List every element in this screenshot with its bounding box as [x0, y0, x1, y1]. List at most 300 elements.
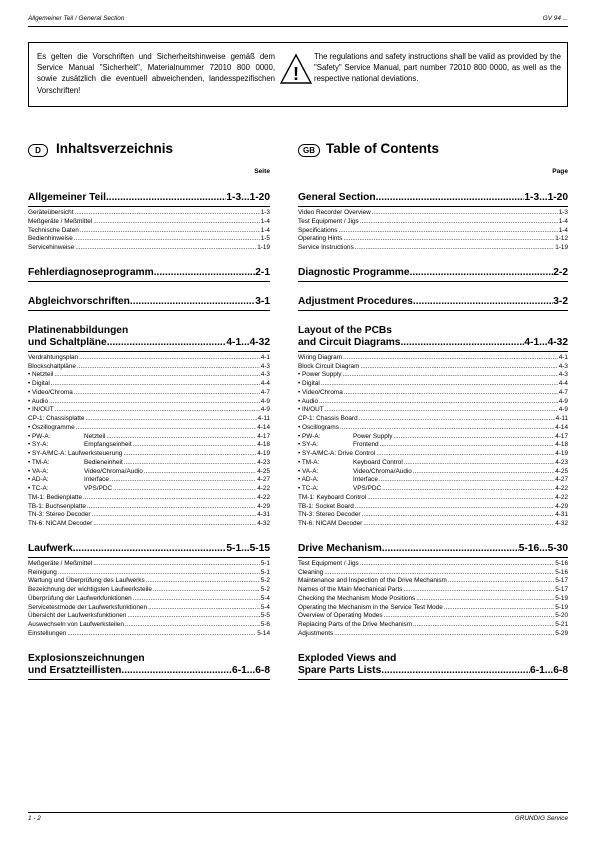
toc-section: [298, 325, 568, 529]
section-underline: [298, 351, 568, 352]
section-page: 5-16...5-30: [518, 542, 568, 554]
entry-page: 5-19: [555, 594, 568, 602]
entry-label: TB-1: Socket Board: [298, 502, 354, 510]
entry-page: 1-4: [558, 226, 568, 234]
dot-leader: [93, 218, 259, 227]
entry-label: TN-6: NICAM Decoder: [298, 520, 363, 527]
toc-entry: [298, 476, 568, 485]
toc-entry: [298, 389, 568, 398]
dot-leader: [121, 665, 232, 677]
toc-entry: [28, 494, 270, 503]
toc-entry: [298, 511, 568, 520]
dot-leader: [77, 363, 260, 372]
header-rule: [28, 26, 568, 27]
page-column-heading: Page: [552, 168, 568, 175]
toc-entry: [298, 604, 568, 613]
page-number: 1 - 2: [28, 815, 41, 822]
toc-sections: [298, 192, 568, 680]
dot-leader: [74, 209, 259, 218]
toc-section: [28, 192, 270, 253]
section-underline: [28, 557, 270, 558]
entry-label: Geräteübersicht: [28, 209, 74, 216]
dot-leader: [413, 296, 553, 308]
entry-page: 4-9: [260, 406, 270, 414]
entry-board-name: Video/Chroma/Audio: [84, 467, 143, 475]
dot-leader: [92, 511, 257, 520]
toc-entry: [298, 503, 568, 512]
toc-entry: [28, 630, 270, 639]
entry-label: • Oscillograms: [298, 423, 339, 431]
toc-entry: [28, 476, 270, 485]
section-underline: [298, 206, 568, 207]
section-page: 3-2: [553, 295, 568, 307]
toc-entry: [298, 209, 568, 218]
entry-page: 4-3: [260, 362, 270, 370]
entry-label: Operating the Mechanism in the Service Test Mode: [298, 603, 443, 611]
entry-label: • Digital: [298, 380, 320, 387]
entry-label: Einstellungen: [28, 629, 67, 637]
toc-entry: [298, 630, 568, 639]
section-page: 2-2: [553, 266, 568, 278]
section-heading: [298, 192, 568, 204]
entry-label: • SY-A/MC-A: Laufwerksteuerung: [28, 450, 123, 457]
section-page: 1-3...1-20: [226, 192, 270, 203]
dot-leader: [49, 398, 260, 407]
section-page: 5-1...5-15: [226, 542, 270, 554]
entry-label: Servicetestmode der Laufwerksfunktionen: [28, 603, 148, 611]
entry-board-name: VPS/PDC: [353, 485, 382, 492]
dot-leader: [125, 621, 260, 630]
toc-entry: [28, 424, 270, 433]
dot-leader: [58, 569, 260, 578]
entry-page: 4-25: [257, 467, 270, 475]
section-heading: [28, 337, 270, 349]
section-underline: [28, 206, 270, 207]
entry-label: [298, 441, 379, 450]
entry-page: 4-7: [558, 388, 568, 396]
safety-notice-german: Es gelten die Vorschriften und Sicherheitshinweise gemäß dem Service Manual "Sicherheit", Materialnummer 72010 800 0000, sowie zusätzlich die eventuell abweichenden, landesspezifischen Vorschriften!: [37, 52, 275, 95]
dot-leader: [55, 406, 260, 415]
entry-label: Service Instructions: [298, 244, 354, 251]
dot-leader: [127, 612, 259, 621]
toc-entry: [298, 560, 568, 569]
entry-page: 1-4: [558, 217, 568, 225]
safety-notice-english: The regulations and safety instructions shall be valid as provided by the "Safety" Service Manual, part number 72010 800 0000, as well as the respective national deviations.: [314, 52, 561, 84]
entry-page: 1-3: [260, 209, 270, 216]
toc-title: Inhaltsverzeichnis: [56, 141, 174, 156]
entry-page: 4-27: [257, 476, 270, 484]
entry-label: • IN/OUT: [298, 406, 324, 414]
section-heading: [298, 267, 568, 279]
section-page: 3-1: [255, 295, 270, 307]
toc-entry: [28, 363, 270, 372]
entry-page: 4-25: [555, 467, 568, 475]
entry-board-code: • PW-A:: [298, 432, 321, 440]
entry-board-code: • SY-A:: [28, 441, 49, 449]
entry-page: 4-18: [555, 441, 568, 449]
dot-leader: [133, 441, 257, 450]
toc-column-german: [28, 141, 270, 682]
dot-leader: [106, 192, 226, 204]
section-underline: [298, 310, 568, 311]
safety-notice-box: [28, 42, 568, 107]
entry-label: TB-1: Buchsenplatte: [28, 502, 86, 510]
entry-page: 5-5: [260, 612, 270, 620]
entry-board-name: Power Supply: [353, 432, 393, 440]
toc-entry: [28, 520, 270, 529]
entry-label: • IN/OUT: [28, 406, 54, 414]
dot-leader: [338, 227, 557, 236]
toc-entry: [298, 569, 568, 578]
dot-leader: [83, 494, 256, 503]
toc-entry: [28, 235, 270, 244]
toc-entry: [298, 595, 568, 604]
toc-entry: [28, 569, 270, 578]
dot-leader: [106, 433, 256, 442]
toc-section: [28, 325, 270, 529]
section-underline: [298, 679, 568, 680]
entry-label: Adjustments: [298, 629, 334, 637]
entry-board-code: • AD-A:: [28, 476, 49, 484]
dot-leader: [363, 520, 554, 529]
toc-entry: [28, 244, 270, 253]
toc-entry: [28, 511, 270, 520]
section-page: 6-1...6-8: [232, 664, 270, 676]
dot-leader: [133, 595, 260, 604]
entry-label: [298, 485, 381, 494]
section-title: and Circuit Diagrams: [298, 336, 401, 348]
toc-title-row: [28, 141, 270, 163]
entry-page: 4-11: [257, 415, 270, 422]
entry-label: Cleaning: [298, 568, 324, 576]
dot-leader: [73, 543, 227, 555]
toc-section: [28, 267, 270, 282]
entry-board-name: Interface: [84, 476, 109, 484]
section-heading: [298, 543, 568, 555]
dot-leader: [144, 468, 256, 477]
section-underline: [28, 281, 270, 282]
entry-board-code: • TC-A:: [298, 485, 319, 492]
entry-page: 5-4: [260, 594, 270, 602]
toc-title: Table of Contents: [326, 141, 439, 156]
entry-label: Servicehinweise: [28, 244, 75, 251]
section-heading: [28, 665, 270, 677]
section-page: 6-1...6-8: [530, 664, 568, 676]
toc-entry: [28, 433, 270, 442]
entry-label: Übersicht der Laufwerksfunktionen: [28, 612, 127, 620]
entry-label: Bezeichnung der wichtigsten Laufwerksteile: [28, 586, 152, 593]
entry-board-name: VPS/PDC: [84, 485, 113, 492]
entry-page: 4-18: [257, 441, 270, 449]
toc-entry: [28, 503, 270, 512]
toc-entry: [298, 485, 568, 494]
dot-leader: [372, 209, 558, 218]
toc-entry: [28, 218, 270, 227]
entry-board-code: • VA-A:: [298, 467, 319, 475]
dot-leader: [413, 468, 554, 477]
section-title: Fehlerdiagnoseprogramm: [28, 266, 154, 278]
section-underline: [28, 310, 270, 311]
section-title: Diagnostic Programme: [298, 266, 410, 278]
entry-label: [28, 476, 109, 485]
entry-label: Operating Hints: [298, 235, 343, 243]
dot-leader: [379, 476, 554, 485]
section-heading: [28, 543, 270, 555]
entry-page: 5-19: [555, 603, 568, 611]
entry-page: 5-17: [555, 577, 568, 585]
dot-leader: [393, 433, 554, 442]
toc-entry: [298, 520, 568, 529]
entry-label: TN-6: NICAM Decoder: [28, 520, 93, 527]
section-title: Abgleichvorschriften: [28, 295, 130, 307]
toc-entry: [298, 494, 568, 503]
entry-board-name: Bedieneinheit: [84, 458, 123, 466]
entry-page: 4-3: [260, 371, 270, 379]
entry-label: • SY-A/MC-A: Drive Control: [298, 450, 376, 457]
entry-label: [28, 441, 132, 450]
toc-entry: [28, 604, 270, 613]
entry-board-code: • TM-A:: [28, 458, 50, 466]
entry-page: 1-19: [257, 244, 270, 251]
dot-leader: [448, 577, 554, 586]
dot-leader: [93, 560, 259, 569]
entry-page: 4-17: [257, 432, 270, 440]
entry-page: 1-5: [260, 235, 270, 243]
entry-page: 4-17: [555, 432, 568, 440]
entry-board-name: Interface: [353, 476, 378, 484]
dot-leader: [340, 424, 554, 433]
dot-leader: [343, 235, 554, 244]
toc-entry: [28, 450, 270, 459]
toc-entry: [298, 398, 568, 407]
dot-leader: [153, 586, 260, 595]
dot-leader: [80, 227, 260, 236]
dot-leader: [343, 354, 558, 363]
dot-leader: [154, 267, 256, 279]
entry-label: CP-1: Chassisplatte: [28, 415, 85, 422]
dot-leader: [130, 296, 255, 308]
entry-board-name: Video/Chroma/Audio: [353, 467, 412, 475]
entry-page: 5-2: [260, 577, 270, 585]
entry-board-name: Netzteil: [84, 432, 106, 440]
entry-board-code: • TM-A:: [298, 458, 320, 466]
entry-page: 4-9: [260, 397, 270, 405]
entry-page: 1-4: [260, 217, 270, 225]
entry-page: 4-1: [558, 353, 568, 361]
section-page: 2-1: [255, 266, 270, 278]
toc-entry: [298, 586, 568, 595]
toc-entry: [28, 586, 270, 595]
footer-brand: GRUNDIG Service: [514, 815, 568, 822]
toc-entry: [298, 406, 568, 415]
entry-label: Bedienhinweise: [28, 235, 73, 243]
entry-board-name: Empfangseinheit: [84, 441, 132, 449]
toc-entry: [298, 621, 568, 630]
toc-entry: [298, 235, 568, 244]
section-page: 1-3...1-20: [524, 192, 568, 203]
entry-label: [298, 476, 378, 485]
dot-leader: [110, 476, 256, 485]
dot-leader: [376, 450, 554, 459]
entry-label: [28, 468, 143, 477]
section-page: 4-1...4-32: [226, 336, 270, 348]
dot-leader: [362, 511, 555, 520]
toc-section: [28, 653, 270, 680]
dot-leader: [79, 354, 260, 363]
dot-leader: [400, 337, 524, 349]
entry-label: Verdrahtungsplan: [28, 353, 79, 361]
entry-page: 4-32: [257, 520, 270, 527]
entry-page: 5-17: [555, 586, 568, 593]
entry-page: 4-7: [260, 388, 270, 396]
entry-label: Meßgeräte / Meßmittel: [28, 217, 93, 225]
toc-entry: [28, 595, 270, 604]
toc-entry: [28, 209, 270, 218]
dot-leader: [355, 503, 554, 512]
section-title: Allgemeiner Teil: [28, 192, 106, 203]
entry-page: 4-11: [555, 415, 568, 422]
section-title: und Ersatzteillisten: [28, 664, 122, 676]
entry-page: 4-22: [555, 485, 568, 492]
dot-leader: [381, 665, 530, 677]
entry-label: • Netzteil: [28, 371, 54, 379]
toc-entry: [28, 398, 270, 407]
entry-label: • Power Supply: [298, 371, 342, 379]
entry-page: 4-29: [257, 502, 270, 510]
entry-label: Test Equipment / Jigs: [298, 559, 359, 567]
toc-entry: [298, 354, 568, 363]
dot-leader: [75, 244, 256, 253]
section-underline: [298, 281, 568, 282]
dot-leader: [360, 363, 557, 372]
toc-section: [298, 653, 568, 680]
dot-leader: [113, 485, 256, 494]
toc-entry: [28, 468, 270, 477]
toc-section: [28, 296, 270, 311]
section-title: Spare Parts Lists: [298, 664, 382, 676]
entry-page: 4-31: [555, 511, 568, 519]
entry-page: 5-6: [260, 621, 270, 628]
entry-page: 5-20: [555, 612, 568, 620]
entry-page: 4-3: [558, 371, 568, 379]
entry-label: [28, 459, 123, 468]
toc-entry: [298, 459, 568, 468]
entry-label: • Oszillogramme: [28, 423, 75, 431]
dot-leader: [413, 621, 554, 630]
dot-leader: [74, 389, 260, 398]
entry-board-code: • SY-A:: [298, 441, 319, 449]
section-title-line1: Exploded Views and: [298, 652, 397, 664]
entry-label: TN-3: Stereo Decoder: [28, 511, 91, 519]
toc-entry: [298, 433, 568, 442]
toc-entry: [28, 227, 270, 236]
toc-entry: [28, 380, 270, 389]
dot-leader: [74, 235, 260, 244]
dot-leader: [321, 380, 558, 389]
dot-leader: [123, 450, 256, 459]
entry-page: 4-1: [260, 353, 270, 361]
dot-leader: [382, 485, 554, 494]
toc-entry: [298, 380, 568, 389]
section-title: General Section: [298, 192, 376, 203]
entry-page: 4-14: [555, 423, 568, 431]
dot-leader: [355, 244, 554, 253]
entry-page: 1-4: [260, 226, 270, 234]
dot-leader: [410, 267, 554, 279]
dot-leader: [360, 218, 558, 227]
entry-page: 4-22: [257, 493, 270, 501]
dot-leader: [334, 630, 554, 639]
toc-entry: [298, 450, 568, 459]
entry-label: Names of the Main Mechanical Parts: [298, 586, 403, 593]
section-underline: [28, 351, 270, 352]
entry-board-name: Frontend: [353, 441, 379, 449]
entry-label: • Digital: [28, 380, 50, 387]
entry-page: 1-19: [555, 244, 568, 251]
warning-symbol: !: [293, 64, 299, 84]
toc-entry: [298, 612, 568, 621]
toc-entry: [28, 485, 270, 494]
section-title: und Schaltpläne: [28, 336, 107, 348]
entry-page: 5-21: [555, 621, 568, 628]
toc-entry: [298, 415, 568, 424]
dot-leader: [380, 441, 555, 450]
dot-leader: [325, 406, 558, 415]
dot-leader: [342, 371, 557, 380]
entry-label: Video Recorder Overview: [298, 209, 371, 216]
entry-page: 5-16: [555, 559, 568, 567]
entry-label: Wiring Diagram: [298, 353, 343, 361]
dot-leader: [87, 503, 256, 512]
entry-page: 4-9: [558, 397, 568, 405]
toc-entry: [28, 621, 270, 630]
entry-label: Meßgeräte / Meßmittel: [28, 559, 93, 567]
entry-page: 4-19: [257, 450, 270, 457]
dot-leader: [376, 192, 525, 204]
entry-label: Replacing Parts of the Drive Mechanism: [298, 621, 413, 628]
entry-label: TM-1: Bedienplatte: [28, 493, 82, 501]
section-title: Drive Mechanism: [298, 542, 382, 554]
entry-page: 5-1: [260, 568, 270, 576]
toc-entry: [298, 577, 568, 586]
entry-label: • Video/Chroma: [298, 388, 343, 396]
entry-page: 4-19: [555, 450, 568, 457]
page-column-heading: Seite: [254, 168, 270, 175]
section-heading: [28, 296, 270, 308]
entry-page: 5-14: [257, 629, 270, 637]
entry-page: 4-23: [555, 458, 568, 466]
entry-page: 5-29: [555, 629, 568, 637]
toc-entry: [28, 371, 270, 380]
entry-board-code: • AD-A:: [298, 476, 319, 484]
entry-label: Technische Daten: [28, 226, 79, 234]
header-left: Allgemeiner Teil / General Section: [28, 15, 125, 22]
entry-page: 5-4: [260, 603, 270, 611]
section-page: 4-1...4-32: [524, 336, 568, 348]
entry-label: [298, 468, 412, 477]
section-underline: [298, 557, 568, 558]
section-title-line1: Platinenabbildungen: [28, 324, 129, 336]
entry-label: CP-1: Chassis Board: [298, 415, 358, 422]
toc-entry: [298, 371, 568, 380]
toc-section: [298, 296, 568, 311]
entry-label: Specifications: [298, 226, 338, 234]
entry-page: 4-3: [558, 362, 568, 370]
section-title-line1: Layout of the PCBs: [298, 324, 392, 336]
dot-leader: [93, 520, 256, 529]
footer-rule: [28, 812, 568, 813]
toc-entry: [28, 354, 270, 363]
